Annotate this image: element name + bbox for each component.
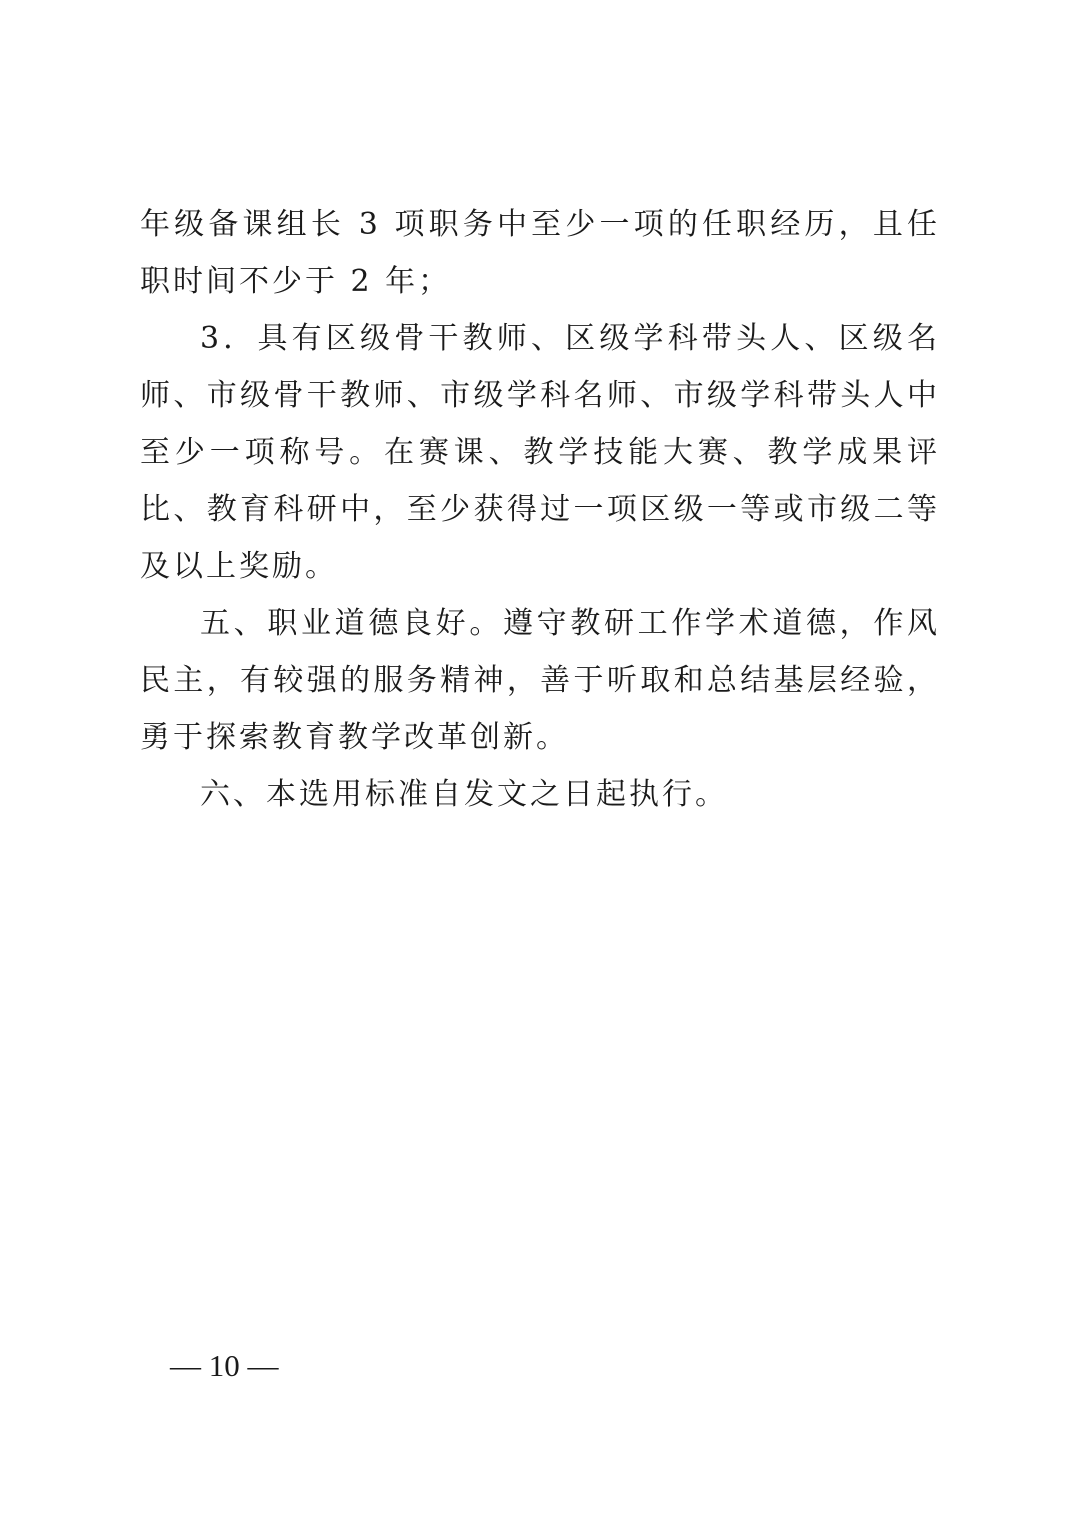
- page-number: — 10 —: [170, 1348, 279, 1383]
- paragraph-continuation: 年级备课组长 3 项职务中至少一项的任职经历，且任职时间不少于 2 年；: [140, 207, 940, 299]
- paragraph-section-6: 六、本选用标准自发文之日起执行。: [200, 777, 728, 812]
- paragraph-item-3: 3．具有区级骨干教师、区级学科带头人、区级名师、市级骨干教师、市级学科名师、市级学科带头人中至少一项称号。在赛课、教学技能大赛、教学成果评比、教育科研中，至少获得过一项区级一等或市级二等及以上奖励。: [140, 321, 940, 584]
- paragraph-section-5: 五、职业道德良好。遵守教研工作学术道德，作风民主，有较强的服务精神，善于听取和总结基层经验，勇于探索教育教学改革创新。: [140, 606, 940, 755]
- body-text: [140, 196, 940, 823]
